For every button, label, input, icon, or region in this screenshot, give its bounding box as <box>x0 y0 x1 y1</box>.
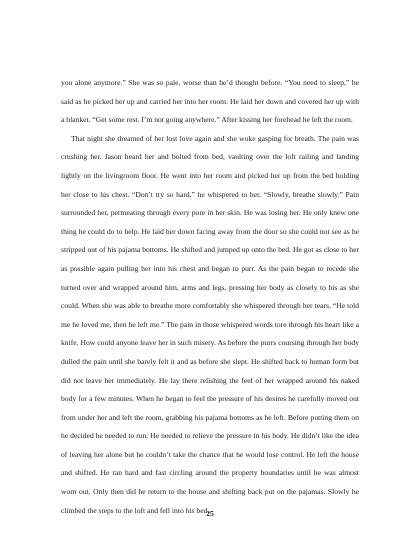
paragraph-continued: you alone anymore.” She was so pale, worse than he’d thought before. “You need to sleep,” he said as he picked her up and carried her into her room. He laid her down and covered her up with a blanket. “Get some rest. I’m not going anywhere.” After kissing her forehead he left the room. <box>61 78 359 125</box>
body-text <box>61 74 359 520</box>
page-number: 25 <box>206 509 214 518</box>
paragraph-night-dream: That night she dreamed of her lost love again and she woke gasping for breath. The pain was crushing her. Jason heard her and bolted from bed, vaulting over the loft railing and landing lightly on the livingroom floor. He went into her room and picked her up from the bed holding her close to his chest. “Don’t try so hard,” he whispered to her. “Slowly, breathe slowly.” Pain surrounded her, permeating through every pore in her skin. He was losing her. He only knew one thing he could do to help. He laid her down facing away from the door so she could not see as he stripped out of his pajama bottoms. He shifted and jumped up onto the bed. He got as close to her as possible again pulling her into his chest and began to purr. As the pain began to recede she turned over and wrapped around him, arms and legs, pressing her body as closely to his as she could. When she was able to breathe more comfortably she whispered through her tears, “He told me he loved me, then he left me.” The pain in those whispered words tore through his heart like a knife. How could anyone leave her in such misery. As before the purrs coursing through her body dulled the pain until she barely felt it and as before she slept. He shifted back to human form but did not leave her immediately. He lay there relishing the feel of her wrapped around his naked body for a few minutes. When he began to feel the pressure of his desires he carefully moved out from under her and left the room, grabbing his pajama bottoms as he left. Before putting them on he decided he needed to run. He needed to relieve the pressure in his body. He didn’t like the idea of leaving her alone but he couldn’t take the chance that he would lose control. He left the house and shifted. He ran hard and fast circling around the property boundaries until he was almost worn out. Only then did he return to the house and shifting back put on the pajamas. Slowly he climbed the steps to the loft and fell into his bed. <box>61 133 359 515</box>
